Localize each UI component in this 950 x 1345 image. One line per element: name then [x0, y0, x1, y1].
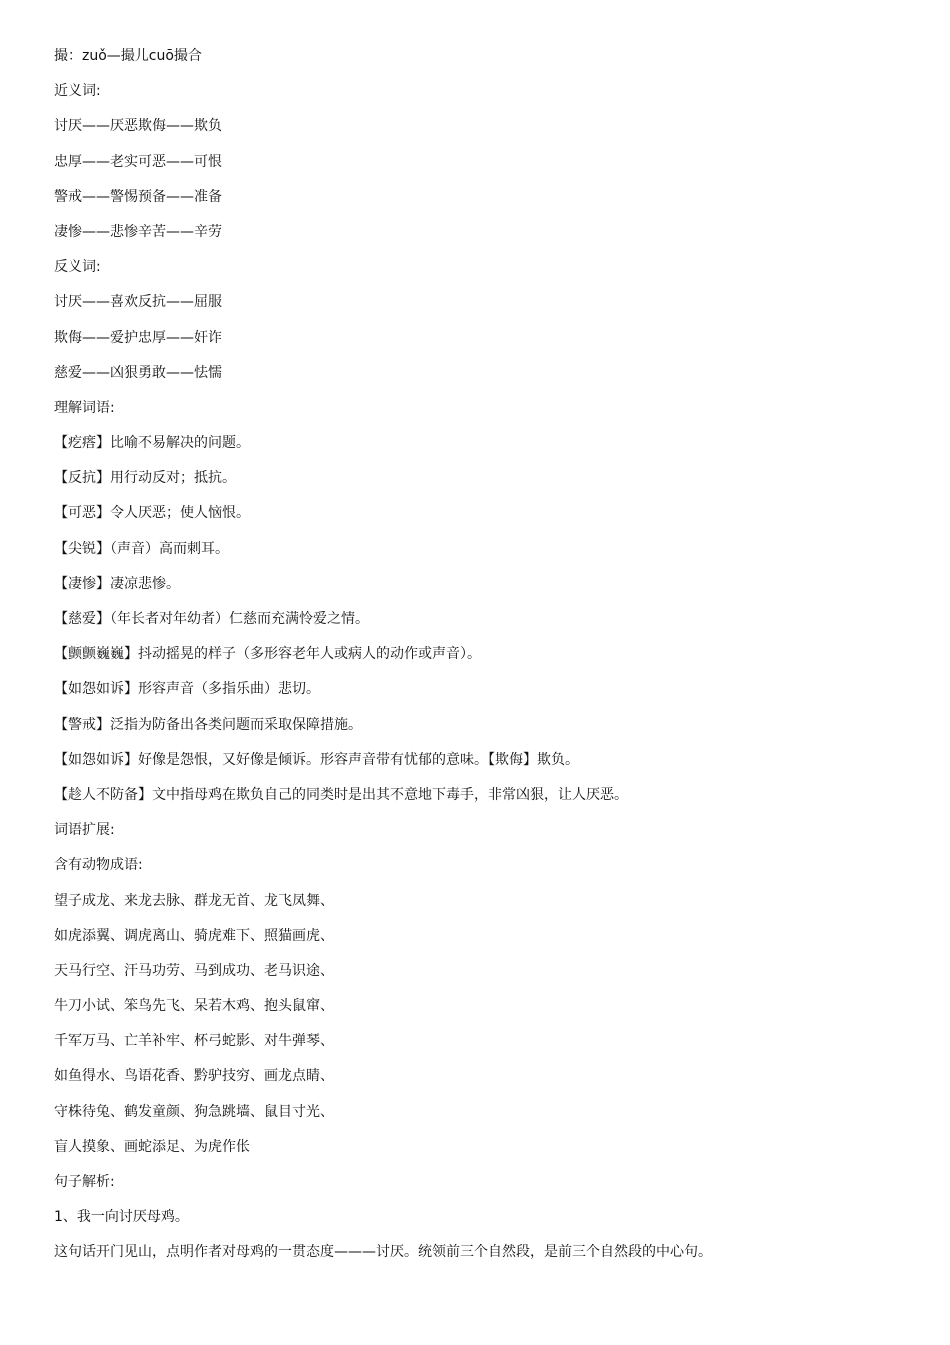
word-definition: 【如怨如诉】形容声音（多指乐曲）悲切。	[54, 681, 320, 698]
idiom-row: 守株待兔、鹤发童颜、狗急跳墙、鼠目寸光、	[54, 1103, 334, 1120]
synonym-pair: 凄惨——悲惨辛苦——辛劳	[54, 223, 222, 240]
antonym-pair: 欺侮——爱护忠厚——奸诈	[54, 329, 222, 346]
idiom-row: 千军万马、亡羊补牢、杯弓蛇影、对牛弹琴、	[54, 1033, 334, 1050]
word-expansion-heading: 词语扩展:	[54, 822, 115, 839]
idiom-row: 如鱼得水、鸟语花香、黔驴技穷、画龙点睛、	[54, 1068, 334, 1085]
word-definition: 【颤颤巍巍】抖动摇晃的样子（多形容老年人或病人的动作或声音）。	[54, 646, 481, 663]
word-definition: 【凄惨】凄凉悲惨。	[54, 575, 180, 592]
word-definition: 【趁人不防备】文中指母鸡在欺负自己的同类时是出其不意地下毒手，非常凶狠，让人厌恶。	[54, 786, 628, 803]
idiom-row: 如虎添翼、调虎离山、骑虎难下、照猫画虎、	[54, 927, 334, 944]
sentence-analysis-heading: 句子解析:	[54, 1174, 115, 1190]
antonym-pair: 慈爱——凶狠勇敢——怯懦	[54, 364, 222, 381]
antonyms-heading: 反义词:	[54, 259, 101, 276]
word-definition: 【可恶】令人厌恶；使人恼恨。	[54, 505, 250, 522]
animal-idioms-heading: 含有动物成语:	[54, 857, 143, 874]
word-definition: 【反抗】用行动反对；抵抗。	[54, 470, 236, 487]
word-definition: 【疙瘩】比喻不易解决的问题。	[54, 435, 250, 452]
synonyms-heading: 近义词:	[54, 83, 101, 100]
synonym-pair: 讨厌——厌恶欺侮——欺负	[54, 118, 222, 135]
word-definition: 【尖锐】（声音）高而刺耳。	[54, 540, 229, 557]
idiom-row: 牛刀小试、笨鸟先飞、呆若木鸡、抱头鼠窜、	[54, 998, 334, 1015]
word-definition: 【慈爱】（年长者对年幼者）仁慈而充满怜爱之情。	[54, 611, 369, 627]
antonym-pair: 讨厌——喜欢反抗——屈服	[54, 294, 222, 311]
idiom-row: 天马行空、汗马功劳、马到成功、老马识途、	[54, 962, 334, 979]
synonym-pair: 忠厚——老实可恶——可恨	[54, 153, 222, 170]
synonym-pair: 警戒——警惕预备——准备	[54, 188, 222, 205]
word-definition: 【警戒】泛指为防备出各类问题而采取保障措施。	[54, 716, 362, 733]
word-definition: 【如怨如诉】好像是怨恨，又好像是倾诉。形容声音带有忧郁的意味。【欺侮】欺负。	[54, 751, 579, 768]
sentence-explanation: 这句话开门见山，点明作者对母鸡的一贯态度———讨厌。统领前三个自然段，是前三个自然段的中心句。	[54, 1244, 712, 1261]
analyzed-sentence: 1、我一向讨厌母鸡。	[54, 1209, 189, 1226]
document-page	[54, 44, 924, 1276]
idiom-row: 望子成龙、来龙去脉、群龙无首、龙飞凤舞、	[54, 892, 334, 909]
pronunciation-line: 撮：zuǒ—撮儿cuō撮合	[54, 48, 202, 64]
word-explanation-heading: 理解词语:	[54, 399, 115, 416]
idiom-row: 盲人摸象、画蛇添足、为虎作伥	[54, 1138, 250, 1155]
